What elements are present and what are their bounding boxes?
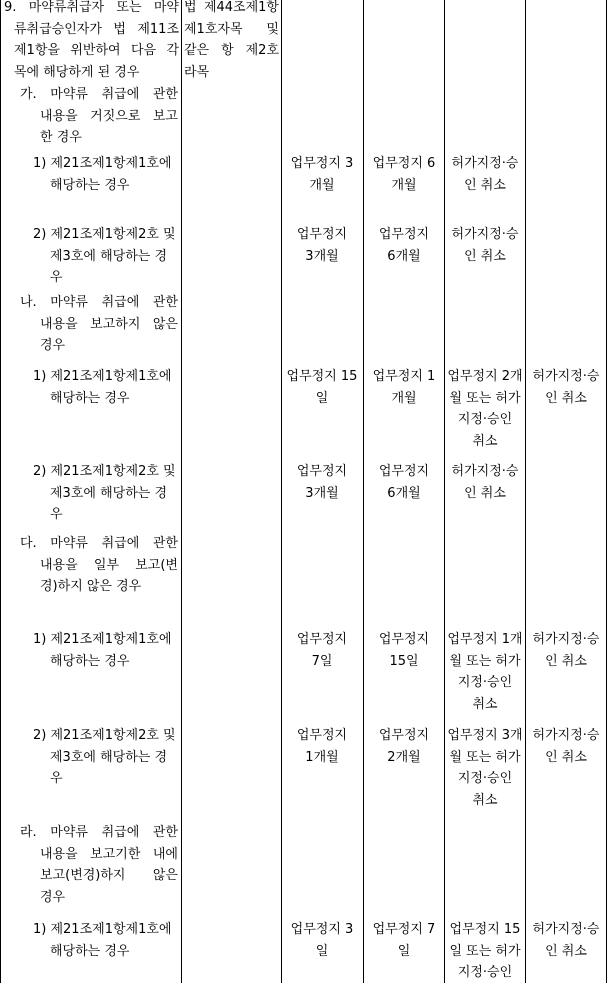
penalty-third xyxy=(445,366,525,453)
text-line: 경우 xyxy=(40,890,66,906)
text-line: 7일 xyxy=(311,653,333,669)
text-line: 업무정지 15 xyxy=(286,369,358,384)
violation-title xyxy=(4,0,179,84)
penalty-second xyxy=(364,461,444,504)
text-line: 1) 제21조제1항제1호에 xyxy=(33,156,172,171)
text-line: 내용을 보고하지 않은 xyxy=(40,316,178,332)
text-line: 인 취소 xyxy=(464,177,506,193)
legal-basis xyxy=(184,0,279,84)
text-line: 경우 xyxy=(40,338,66,354)
penalty-third xyxy=(445,725,525,812)
text-line: 우 xyxy=(50,771,63,787)
item-description xyxy=(33,366,180,409)
penalty-second xyxy=(364,725,444,768)
text-line: 내용을 보고기한 내에 xyxy=(40,846,178,862)
text-line: 업무정지 xyxy=(378,728,430,743)
text-line: 제1항을 위반하여 다음 각 xyxy=(14,43,179,59)
text-line: 보고(변경)하지 않은 xyxy=(40,868,178,884)
text-line: 경)하지 않은 경우 xyxy=(40,579,142,595)
section-title xyxy=(20,84,178,149)
text-line: 업무정지 3 xyxy=(290,922,354,937)
text-line: 인 취소 xyxy=(464,248,506,264)
text-line: 일 xyxy=(315,390,329,406)
penalty-first xyxy=(282,153,362,196)
item-description xyxy=(33,725,180,790)
text-line: 일 xyxy=(397,943,411,959)
text-line: 해당하는 경우 xyxy=(50,943,130,959)
text-line: 인 취소 xyxy=(464,485,506,501)
text-line: 업무정지 xyxy=(296,464,348,479)
text-line: 다. 마약류 취급에 관한 xyxy=(20,536,178,551)
text-line: 인 취소 xyxy=(545,390,587,406)
text-line: 해당하는 경우 xyxy=(50,390,130,406)
text-line: 개월 xyxy=(391,177,417,193)
table-left-border xyxy=(0,0,1,983)
item-description xyxy=(33,461,180,526)
text-line: 월 또는 허가 xyxy=(449,749,521,765)
penalty-first xyxy=(282,725,362,768)
text-line: 일 또는 허가 xyxy=(449,943,521,959)
text-line: 허가지정·승 xyxy=(451,156,519,171)
text-line: 15일 xyxy=(389,653,419,669)
text-line: 6개월 xyxy=(387,485,421,501)
text-line: 제3호에 해당하는 경 xyxy=(50,248,167,264)
text-line: 라. 마약류 취급에 관한 xyxy=(20,825,178,840)
text-line: 지정·승인 xyxy=(457,412,513,428)
text-line: 우 xyxy=(50,507,63,523)
penalty-first xyxy=(282,919,362,962)
text-line: 업무정지 xyxy=(378,227,430,242)
text-line: 업무정지 3개 xyxy=(447,728,523,743)
item-description xyxy=(33,629,180,672)
item-description xyxy=(33,224,180,289)
text-line: 해당하는 경우 xyxy=(50,177,130,193)
text-line: 허가지정·승 xyxy=(532,728,600,743)
text-line: 류취급승인자가 법 제11조 xyxy=(14,21,179,37)
text-line: 나. 마약류 취급에 관한 xyxy=(20,295,178,310)
text-line: 한 경우 xyxy=(40,130,82,146)
text-line: 3개월 xyxy=(305,248,339,264)
text-line: 취소 xyxy=(472,697,498,713)
column-divider-5 xyxy=(525,0,526,983)
text-line: 업무정지 2개 xyxy=(447,369,523,384)
text-line: 허가지정·승 xyxy=(451,464,519,479)
penalty-third xyxy=(445,629,525,716)
text-line: 허가지정·승 xyxy=(532,632,600,647)
text-line: 제3호에 해당하는 경 xyxy=(50,485,167,501)
penalty-fourth xyxy=(526,629,606,672)
text-line: 법 제44조제1항 xyxy=(184,0,279,15)
text-line: 인 취소 xyxy=(545,749,587,765)
penalty-fourth xyxy=(526,366,606,409)
text-line: 제1호자목 및 xyxy=(184,21,279,37)
text-line: 2) 제21조제1항제2호 및 xyxy=(33,728,176,743)
text-line: 월 또는 허가 xyxy=(449,390,521,406)
penalty-second xyxy=(364,629,444,672)
text-line: 업무정지 3 xyxy=(290,156,354,171)
penalty-first xyxy=(282,629,362,672)
text-line: 업무정지 xyxy=(378,464,430,479)
text-line: 허가지정·승 xyxy=(451,227,519,242)
text-line: 같은 항 제2호 xyxy=(184,43,279,59)
text-line: 지정·승인 xyxy=(457,771,513,787)
text-line: 라목 xyxy=(184,65,210,81)
text-line: 일 xyxy=(315,943,329,959)
text-line: 취소 xyxy=(472,434,498,450)
penalty-fourth xyxy=(526,725,606,768)
penalty-second xyxy=(364,919,444,962)
text-line: 지정·승인 xyxy=(457,675,513,691)
text-line: 월 또는 허가 xyxy=(449,653,521,669)
text-line: 2개월 xyxy=(387,749,421,765)
item-description xyxy=(33,919,180,962)
text-line: 취소 xyxy=(472,793,498,809)
text-line: 제3호에 해당하는 경 xyxy=(50,749,167,765)
text-line: 내용을 거짓으로 보고 xyxy=(40,108,178,124)
text-line: 9. 마약류취급자 또는 마약 xyxy=(4,0,179,15)
text-line: 업무정지 xyxy=(296,227,348,242)
penalty-fourth xyxy=(526,919,606,962)
text-line: 업무정지 xyxy=(296,632,348,647)
text-line: 업무정지 15 xyxy=(449,922,521,937)
penalty-third xyxy=(445,224,525,267)
text-line: 1) 제21조제1항제1호에 xyxy=(33,369,172,384)
text-line: 가. 마약류 취급에 관한 xyxy=(20,87,178,102)
text-line: 업무정지 1개 xyxy=(447,632,523,647)
text-line: 6개월 xyxy=(387,248,421,264)
text-line: 2) 제21조제1항제2호 및 xyxy=(33,464,176,479)
text-line: 1) 제21조제1항제1호에 xyxy=(33,922,172,937)
section-title xyxy=(20,822,178,909)
penalty-second xyxy=(364,153,444,196)
text-line: 업무정지 6 xyxy=(372,156,436,171)
text-line: 개월 xyxy=(391,390,417,406)
section-title xyxy=(20,292,178,357)
penalty-second xyxy=(364,366,444,409)
text-line: 허가지정·승 xyxy=(532,922,600,937)
text-line: 내용을 일부 보고(변 xyxy=(40,557,178,573)
text-line: 3개월 xyxy=(305,485,339,501)
text-line: 업무정지 xyxy=(296,728,348,743)
penalty-first xyxy=(282,366,362,409)
item-description xyxy=(33,153,180,196)
text-line: 1) 제21조제1항제1호에 xyxy=(33,632,172,647)
text-line: 허가지정·승 xyxy=(532,369,600,384)
text-line: 목에 해당하게 된 경우 xyxy=(14,65,140,81)
text-line: 개월 xyxy=(309,177,335,193)
text-line: 인 취소 xyxy=(545,943,587,959)
section-title xyxy=(20,533,178,598)
text-line: 업무정지 7 xyxy=(372,922,436,937)
text-line: 1개월 xyxy=(305,749,339,765)
penalty-third xyxy=(445,919,525,984)
text-line: 우 xyxy=(50,270,63,286)
penalty-third xyxy=(445,153,525,196)
text-line: 지정·승인 xyxy=(457,965,513,981)
text-line: 2) 제21조제1항제2호 및 xyxy=(33,227,176,242)
text-line: 업무정지 xyxy=(378,632,430,647)
text-line: 인 취소 xyxy=(545,653,587,669)
penalty-third xyxy=(445,461,525,504)
text-line: 해당하는 경우 xyxy=(50,653,130,669)
penalty-first xyxy=(282,461,362,504)
text-line: 업무정지 1 xyxy=(372,369,436,384)
column-divider-1 xyxy=(181,0,182,983)
penalty-second xyxy=(364,224,444,267)
penalty-first xyxy=(282,224,362,267)
